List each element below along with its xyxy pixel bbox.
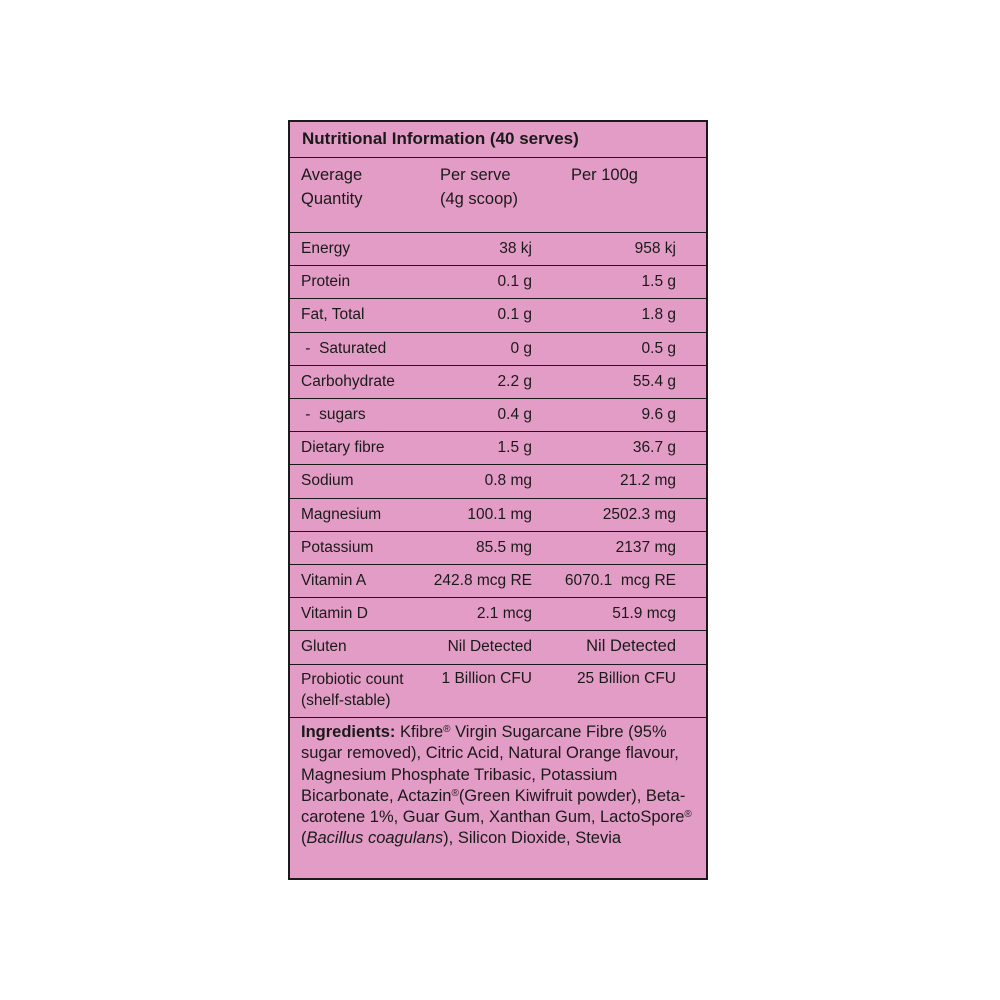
ingredients-part3: (Green Kiwifruit powder), Beta-carotene 1%, Guar Gum, Xanthan Gum, LactoSpore <box>301 786 686 827</box>
nutrient-name: Vitamin A <box>301 572 367 589</box>
nutrient-per-100g: 36.7 g <box>632 439 676 457</box>
nutrient-per-serve: 2.1 mcg <box>476 605 532 623</box>
probiotic-row <box>290 665 706 718</box>
header-col1-line1: Average <box>301 166 363 184</box>
gluten-row <box>290 631 706 665</box>
ingredients-part1: Kfibre <box>395 723 444 741</box>
registered-mark: ® <box>684 809 692 821</box>
title-row <box>290 122 706 158</box>
registered-mark: ® <box>451 787 459 799</box>
nutrient-per-serve: 100.1 mg <box>467 505 532 523</box>
nutrient-per-100g: 6070.1 mcg RE <box>564 572 676 589</box>
nutrient-per-serve: 0.4 g <box>497 406 532 423</box>
header-per-serve <box>440 163 518 211</box>
nutrient-per-100g: 2137 mg <box>615 538 676 556</box>
nutrient-name: Carbohydrate <box>301 372 395 390</box>
nutrient-name: Fat, Total <box>301 306 365 324</box>
nutrient-name: Sodium <box>301 472 354 490</box>
nutrient-per-100g: 958 kj <box>634 240 676 257</box>
nutrient-row <box>290 499 706 532</box>
nutrient-per-serve: 242.8 mcg RE <box>433 572 532 589</box>
probiotic-label-line1: Probiotic count <box>301 671 404 688</box>
registered-mark: ® <box>443 724 451 735</box>
nutrient-per-100g: 21.2 mg <box>619 472 676 490</box>
ingredients-part4: ( <box>301 829 307 848</box>
nutrient-per-100g: 0.5 g <box>641 339 676 357</box>
header-average-quantity <box>301 163 362 211</box>
nutrient-name: Magnesium <box>301 505 382 523</box>
nutrient-row <box>290 565 706 598</box>
header-col1-line2: Quantity <box>301 190 363 208</box>
nutrient-name: Vitamin D <box>301 605 368 623</box>
nutrient-row <box>290 299 706 332</box>
nutrient-per-serve: 0.8 mg <box>484 472 532 490</box>
nutrient-row <box>290 465 706 498</box>
gluten-per-100g: Nil Detected <box>586 637 676 655</box>
ingredients-text <box>301 722 701 850</box>
nutrient-name: - sugars <box>301 406 366 423</box>
nutrient-per-100g: 2502.3 mg <box>602 505 676 523</box>
nutrient-row <box>290 266 706 299</box>
ingredients-italic: Bacillus coagulans <box>306 829 444 848</box>
nutrient-per-serve: 2.2 g <box>497 372 532 390</box>
nutrient-per-100g: 1.8 g <box>641 306 676 324</box>
ingredients-part5: ), Silicon Dioxide, Stevia <box>443 829 622 848</box>
probiotic-label-line2: (shelf-stable) <box>301 692 391 709</box>
nutrient-per-100g: 51.9 mcg <box>612 605 676 623</box>
nutrient-name: Protein <box>301 273 351 291</box>
nutrient-per-serve: 0.1 g <box>497 306 532 324</box>
probiotic-per-serve: 1 Billion CFU <box>441 670 532 687</box>
header-col2-line1: Per serve <box>440 166 511 184</box>
nutrient-row <box>290 598 706 631</box>
gluten-per-serve: Nil Detected <box>447 638 532 655</box>
nutrient-row <box>290 366 706 399</box>
nutrient-per-serve: 1.5 g <box>497 439 532 457</box>
nutrient-per-serve: 0.1 g <box>497 273 532 291</box>
nutrient-row <box>290 532 706 565</box>
nutrient-name: Energy <box>301 240 351 257</box>
panel-title: Nutritional Information (40 serves) <box>302 129 579 148</box>
nutrient-per-100g: 1.5 g <box>641 273 676 291</box>
probiotic-label <box>301 669 404 711</box>
header-per-100g: Per 100g <box>571 166 638 184</box>
nutrient-name: - Saturated <box>301 339 387 357</box>
header-row <box>290 158 706 233</box>
nutrient-row <box>290 233 706 266</box>
nutrient-row <box>290 399 706 432</box>
probiotic-per-100g: 25 Billion CFU <box>576 670 676 687</box>
ingredients-part2: Virgin Sugarcane Fibre (95% sugar removed), Citric Acid, Natural Orange flavour, Magnesium Phosphate Tribasic, Potassium Bicarbonate, Actazin <box>301 723 679 805</box>
nutrient-row <box>290 333 706 366</box>
nutrient-per-serve: 85.5 mg <box>475 538 532 556</box>
nutrient-row <box>290 432 706 465</box>
nutrient-per-serve: 38 kj <box>499 240 532 257</box>
nutrient-name: Potassium <box>301 538 374 556</box>
ingredients-label: Ingredients: <box>301 723 396 741</box>
nutrient-per-100g: 55.4 g <box>632 372 676 390</box>
nutrient-name: Dietary fibre <box>301 439 385 457</box>
nutrient-per-100g: 9.6 g <box>641 406 676 423</box>
nutrient-per-serve: 0 g <box>510 339 532 357</box>
gluten-label: Gluten <box>301 638 347 655</box>
nutrition-panel <box>288 120 708 880</box>
header-col2-line2: (4g scoop) <box>440 190 518 208</box>
